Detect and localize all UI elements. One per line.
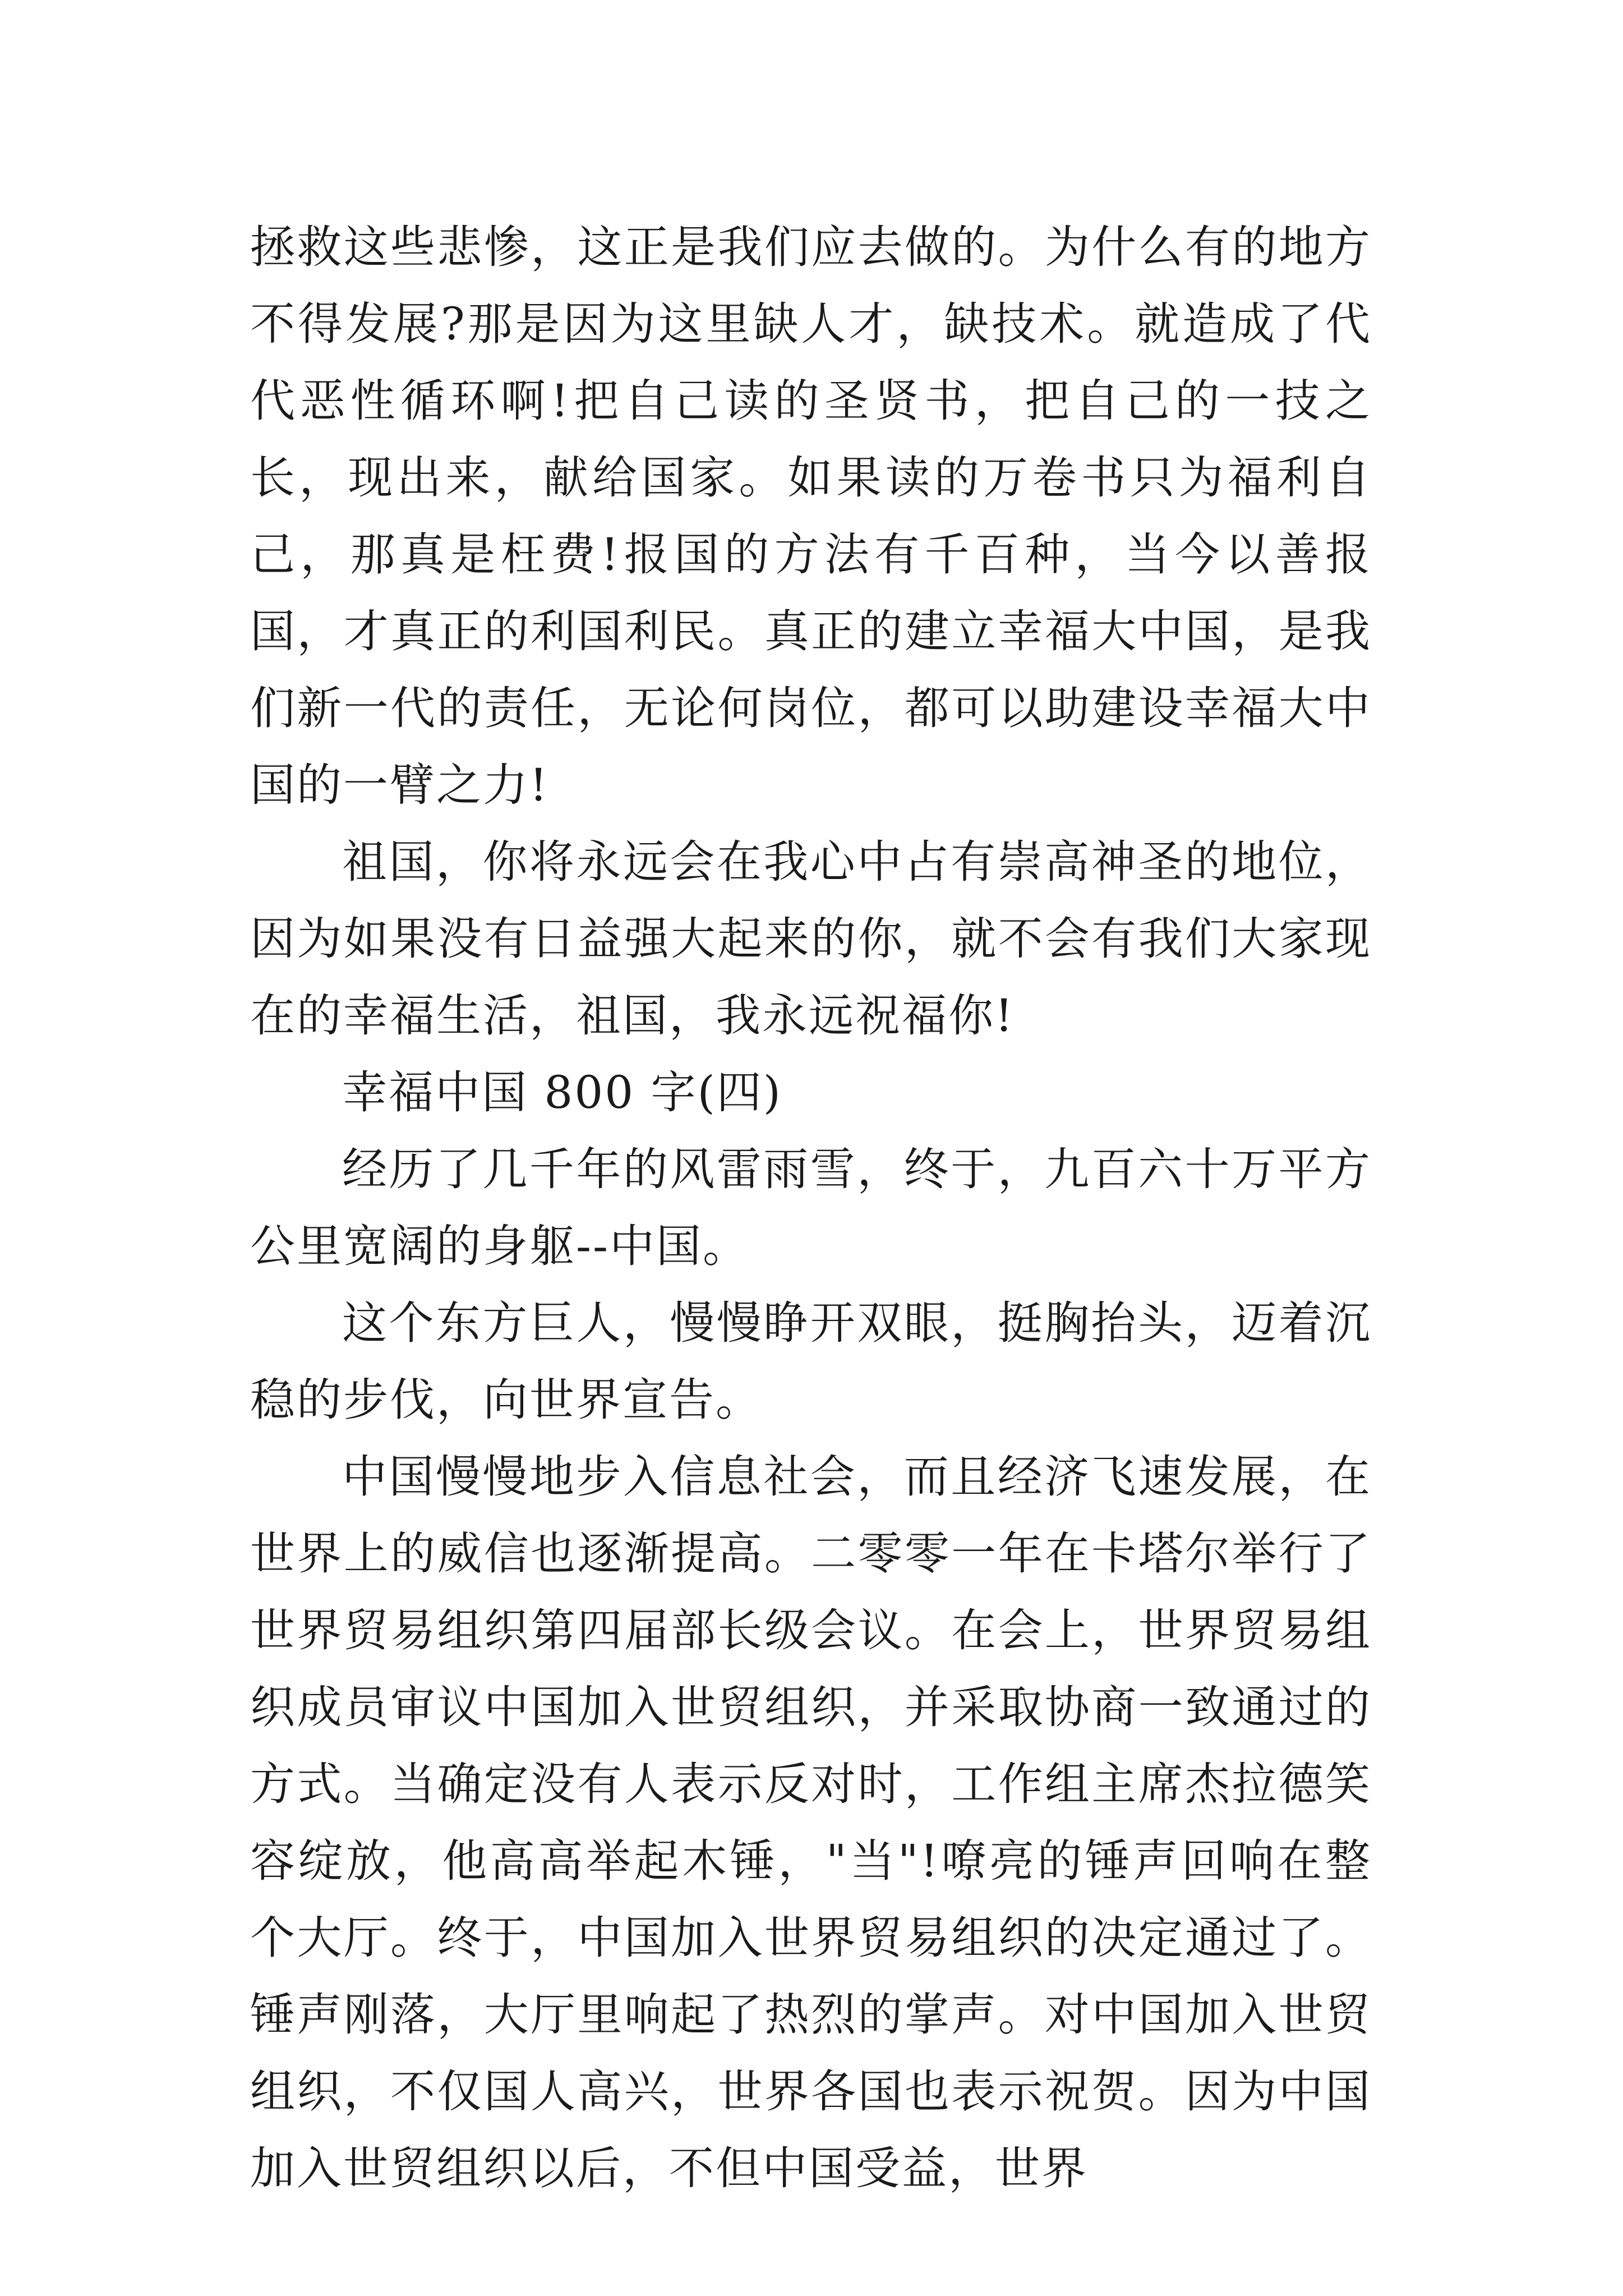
document-body bbox=[250, 209, 1372, 2207]
paragraph-1: 拯救这些悲惨，这正是我们应去做的。为什么有的地方不得发展?那是因为这里缺人才，缺技术。就造成了代代恶性循环啊!把自己读的圣贤书，把自己的一技之长，现出来，献给国家。如果读的万卷书只为福利自己，那真是枉费!报国的方法有千百种，当今以善报国，才真正的利国利民。真正的建立幸福大中国，是我们新一代的责任，无论何岗位，都可以助建设幸福大中国的一臂之力! bbox=[250, 221, 1372, 811]
paragraph-2: 祖国，你将永远会在我心中占有崇高神圣的地位，因为如果没有日益强大起来的你，就不会有我们大家现在的幸福生活，祖国，我永远祝福你! bbox=[250, 836, 1372, 1042]
section-paragraph-2: 这个东方巨人，慢慢睁开双眼，挺胸抬头，迈着沉稳的步伐，向世界宣告。 bbox=[250, 1297, 1372, 1426]
section-paragraph-3: 中国慢慢地步入信息社会，而且经济飞速发展，在世界上的威信也逐渐提高。二零零一年在卡塔尔举行了世界贸易组织第四届部长级会议。在会上，世界贸易组织成员审议中国加入世贸组织，并采取协商一致通过的方式。当确定没有人表示反对时，工作组主席杰拉德笑容绽放，他高高举起木锤，"当"!嘹亮的锤声回响在整个大厅。终于，中国加入世界贸易组织的决定通过了。锤声刚落，大厅里响起了热烈的掌声。对中国加入世贸组织，不仅国人高兴，世界各国也表示祝贺。因为中国加入世贸组织以后，不但中国受益，世界 bbox=[250, 1451, 1372, 2194]
section-paragraph-1: 经历了几千年的风雷雨雪，终于，九百六十万平方公里宽阔的身躯--中国。 bbox=[250, 1143, 1372, 1272]
section-title: 幸福中国 800 字(四) bbox=[342, 1066, 782, 1119]
